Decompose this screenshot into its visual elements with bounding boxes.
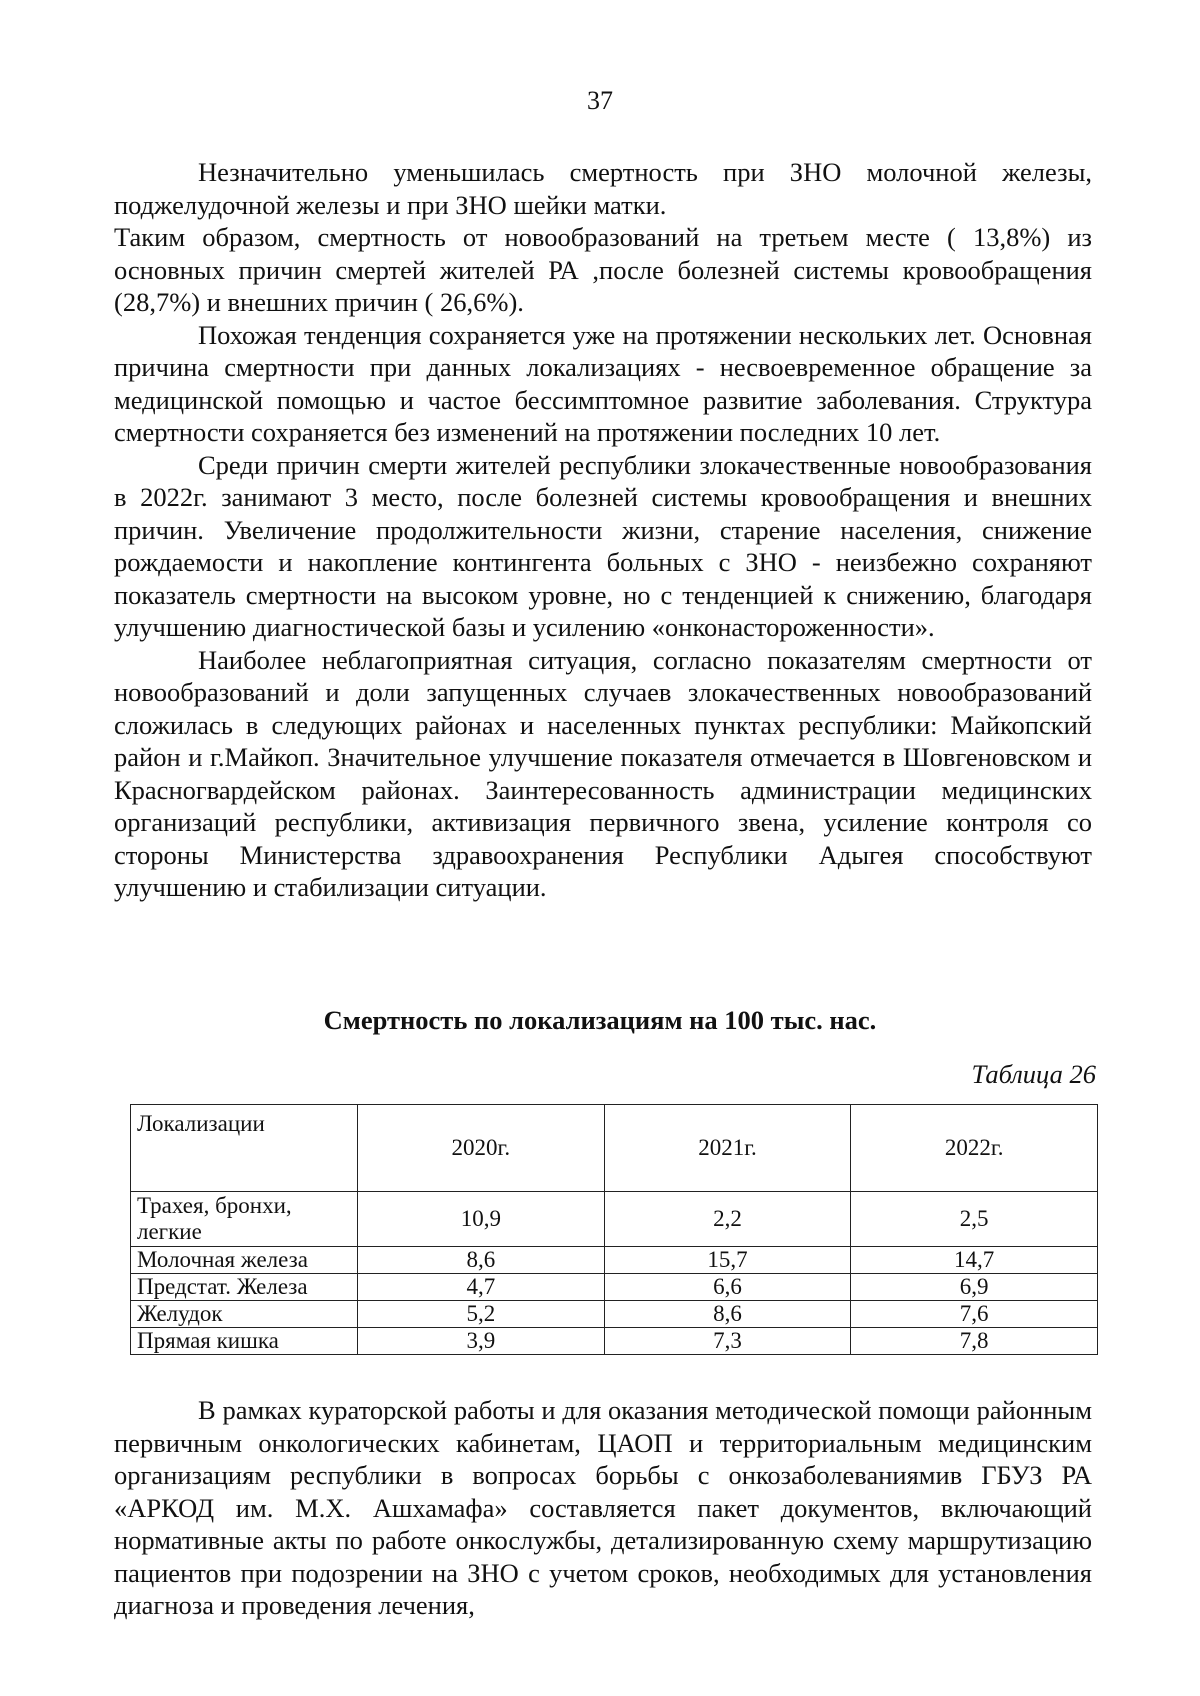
table-cell: 8,6 (358, 1247, 605, 1274)
table-cell: Молочная железа (131, 1247, 358, 1274)
table-header-row (131, 1105, 1098, 1192)
table-cell: 6,6 (604, 1274, 851, 1301)
table-cell: 6,9 (851, 1274, 1098, 1301)
text-block-bottom (114, 1394, 1092, 1622)
table-cell: 14,7 (851, 1247, 1098, 1274)
table-cell: 15,7 (604, 1247, 851, 1274)
table-title: Смертность по локализациям на 100 тыс. нас. (323, 1005, 877, 1035)
text-block-top (114, 156, 1092, 904)
table-cell: 7,8 (851, 1328, 1098, 1355)
paragraph: Похожая тенденция сохраняется уже на протяжении нескольких лет. Основная причина смертности при данных локализациях - несвоевременное обращение за медицинской помощью и частое бессимптомное развитие заболевания. Структура смертности сохраняется без изменений на протяжении последних 10 лет. (114, 319, 1092, 447)
table-cell: 4,7 (358, 1274, 605, 1301)
table-cell: Прямая кишка (131, 1328, 358, 1355)
column-header: Локализации (131, 1105, 358, 1192)
mortality-table (130, 1104, 1098, 1355)
paragraph: Незначительно уменьшилась смертность при ЗНО молочной железы, поджелудочной железы и при ЗНО шейки матки. (114, 157, 1092, 220)
table-row (131, 1247, 1098, 1274)
table-cell: 3,9 (358, 1328, 605, 1355)
table-cell: 5,2 (358, 1301, 605, 1328)
table-cell: 8,6 (604, 1301, 851, 1328)
column-header: 2021г. (604, 1105, 851, 1192)
table-row (131, 1301, 1098, 1328)
column-header: 2022г. (851, 1105, 1098, 1192)
column-header: 2020г. (358, 1105, 605, 1192)
paragraph: Таким образом, смертность от новообразований на третьем месте ( 13,8%) из основных причин смертей жителей РА ,после болезней системы кровообращения (28,7%) и внешних причин ( 26,6%). (114, 222, 1092, 317)
page-number: 37 (587, 86, 613, 115)
table-cell: 2,5 (851, 1192, 1098, 1247)
table-row (131, 1328, 1098, 1355)
paragraph: В рамках кураторской работы и для оказания методической помощи районным первичным онкологических кабинетам, ЦАОП и территориальным медицинским организациям республики в вопросах борьбы с онкозаболеваниямив ГБУЗ РА «АРКОД им. М.Х. Ашхамафа» составляется пакет документов, включающий нормативные акты по работе онкослужбы, детализированную схему маршрутизацию пациентов при подозрении на ЗНО с учетом сроков, необходимых для установления диагноза и проведения лечения, (114, 1395, 1092, 1620)
table-cell: Предстат. Железа (131, 1274, 358, 1301)
table-cell: 7,3 (604, 1328, 851, 1355)
table-row (131, 1274, 1098, 1301)
table-cell: Трахея, бронхи, легкие (131, 1192, 358, 1247)
table-cell: Желудок (131, 1301, 358, 1328)
table-cell: 7,6 (851, 1301, 1098, 1328)
paragraph: Среди причин смерти жителей республики злокачественные новообразования в 2022г. занимают 3 место, после болезней системы кровообращения и внешних причин. Увеличение продолжительности жизни, старение населения, снижение рождаемости и накопление контингента больных с ЗНО - неизбежно сохраняют показатель смертности на высоком уровне, но с тенденцией к снижению, благодаря улучшению диагностической базы и усилению «онконастороженности». (114, 449, 1092, 642)
paragraph: Наиболее неблагоприятная ситуация, согласно показателям смертности от новообразований и доли запущенных случаев злокачественных новообразований сложилась в следующих районах и населенных пунктах республики: Майкопский район и г.Майкоп. Значительное улучшение показателя отмечается в Шовгеновском и Красногвардейском районах. Заинтересованность администрации медицинских организаций республики, активизация первичного звена, усиление контроля со стороны Министерства здравоохранения Республики Адыгея способствуют улучшению и стабилизации ситуации. (114, 644, 1092, 902)
table-row (131, 1192, 1098, 1247)
table-cell: 10,9 (358, 1192, 605, 1247)
table-cell: 2,2 (604, 1192, 851, 1247)
table-caption: Таблица 26 (971, 1059, 1096, 1089)
